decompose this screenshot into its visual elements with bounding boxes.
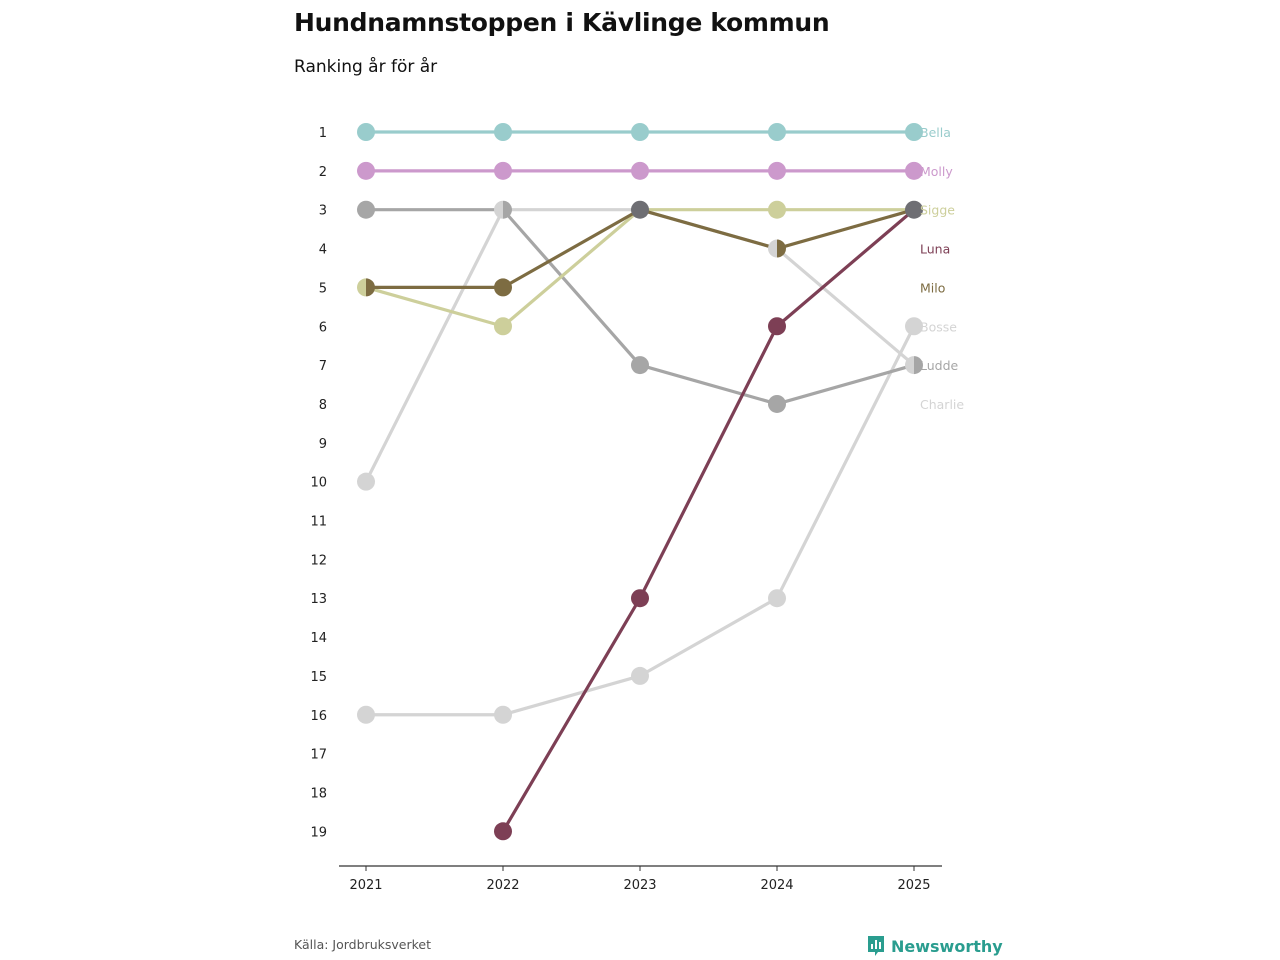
end-label-bella: Bella [920,125,951,140]
brand-logo[interactable] [866,934,1003,958]
point-charlie-2021 [357,473,375,491]
point-bella-2022 [494,123,512,141]
point-molly-2024 [768,162,786,180]
point-ludde-2024 [768,395,786,413]
end-label-milo: Milo [920,280,946,296]
point-bella-2024 [768,123,786,141]
point-bella-2021 [357,123,375,141]
x-tick-label: 2023 [623,878,657,893]
y-tick-label: 18 [310,786,327,802]
y-tick-label: 3 [318,203,327,219]
point-molly-2022 [494,162,512,180]
point-bosse-2021 [357,706,375,724]
point-bosse-2022 [494,706,512,724]
point-charlie-2024 [768,240,777,258]
y-tick-label: 1 [318,126,327,141]
series-line-milo [366,210,914,288]
point-ludde-2023 [631,356,649,374]
chart-subtitle: Ranking år för år [294,57,438,77]
end-label-molly: Molly [920,163,953,179]
y-tick-label: 4 [318,242,327,258]
series-line-charlie [366,210,914,482]
point-sigge-2024 [768,201,786,219]
x-tick-label: 2021 [349,878,383,893]
y-tick-label: 14 [310,631,327,647]
y-tick-label: 9 [318,436,327,452]
point-charlie-2022 [494,201,503,219]
x-tick-label: 2025 [897,878,931,893]
series-line-bosse [366,326,914,715]
end-label-sigge: Sigge [920,202,955,218]
end-label-luna: Luna [920,241,951,257]
point-shared-2023 [631,201,649,219]
point-bosse-2023 [631,667,649,685]
y-tick-label: 19 [310,825,327,841]
y-tick-label: 15 [310,669,327,685]
end-label-ludde: Ludde [920,358,959,374]
series-end-labels [920,125,964,412]
end-label-bosse: Bosse [920,319,957,335]
point-milo-2021 [366,278,375,296]
y-tick-label: 12 [310,553,327,569]
brand-name: Newsworthy [891,936,1003,956]
y-tick-label: 7 [318,359,327,375]
end-label-charlie: Charlie [920,396,965,412]
y-tick-label: 13 [310,592,327,608]
y-tick-label: 16 [310,708,327,724]
chart-title: Hundnamnstoppen i Kävlinge kommun [294,8,830,37]
series-line-ludde [366,210,914,404]
point-bosse-2024 [768,589,786,607]
point-luna-2024 [768,317,786,335]
point-molly-2021 [357,162,375,180]
y-tick-label: 6 [318,320,327,336]
point-sigge-2021 [357,278,366,296]
series-line-sigge [366,210,914,327]
source-note: Källa: Jordbruksverket [294,937,431,952]
series-line-luna [503,210,914,832]
y-tick-label: 11 [310,514,327,530]
point-molly-2023 [631,162,649,180]
y-tick-label: 17 [310,747,327,763]
newsworthy-logo-icon [866,934,886,958]
point-luna-2022 [494,822,512,840]
point-luna-2023 [631,589,649,607]
y-tick-label: 10 [310,475,327,491]
point-bella-2023 [631,123,649,141]
series-lines [366,132,914,831]
point-milo-2022 [494,278,512,296]
point-ludde-2021 [357,201,375,219]
x-axis [339,866,942,893]
x-tick-label: 2024 [760,878,794,893]
y-axis [310,126,327,840]
y-tick-label: 5 [318,281,327,297]
point-sigge-2022 [494,317,512,335]
x-tick-label: 2022 [486,878,520,893]
y-tick-label: 8 [318,397,327,413]
y-tick-label: 2 [318,164,327,180]
